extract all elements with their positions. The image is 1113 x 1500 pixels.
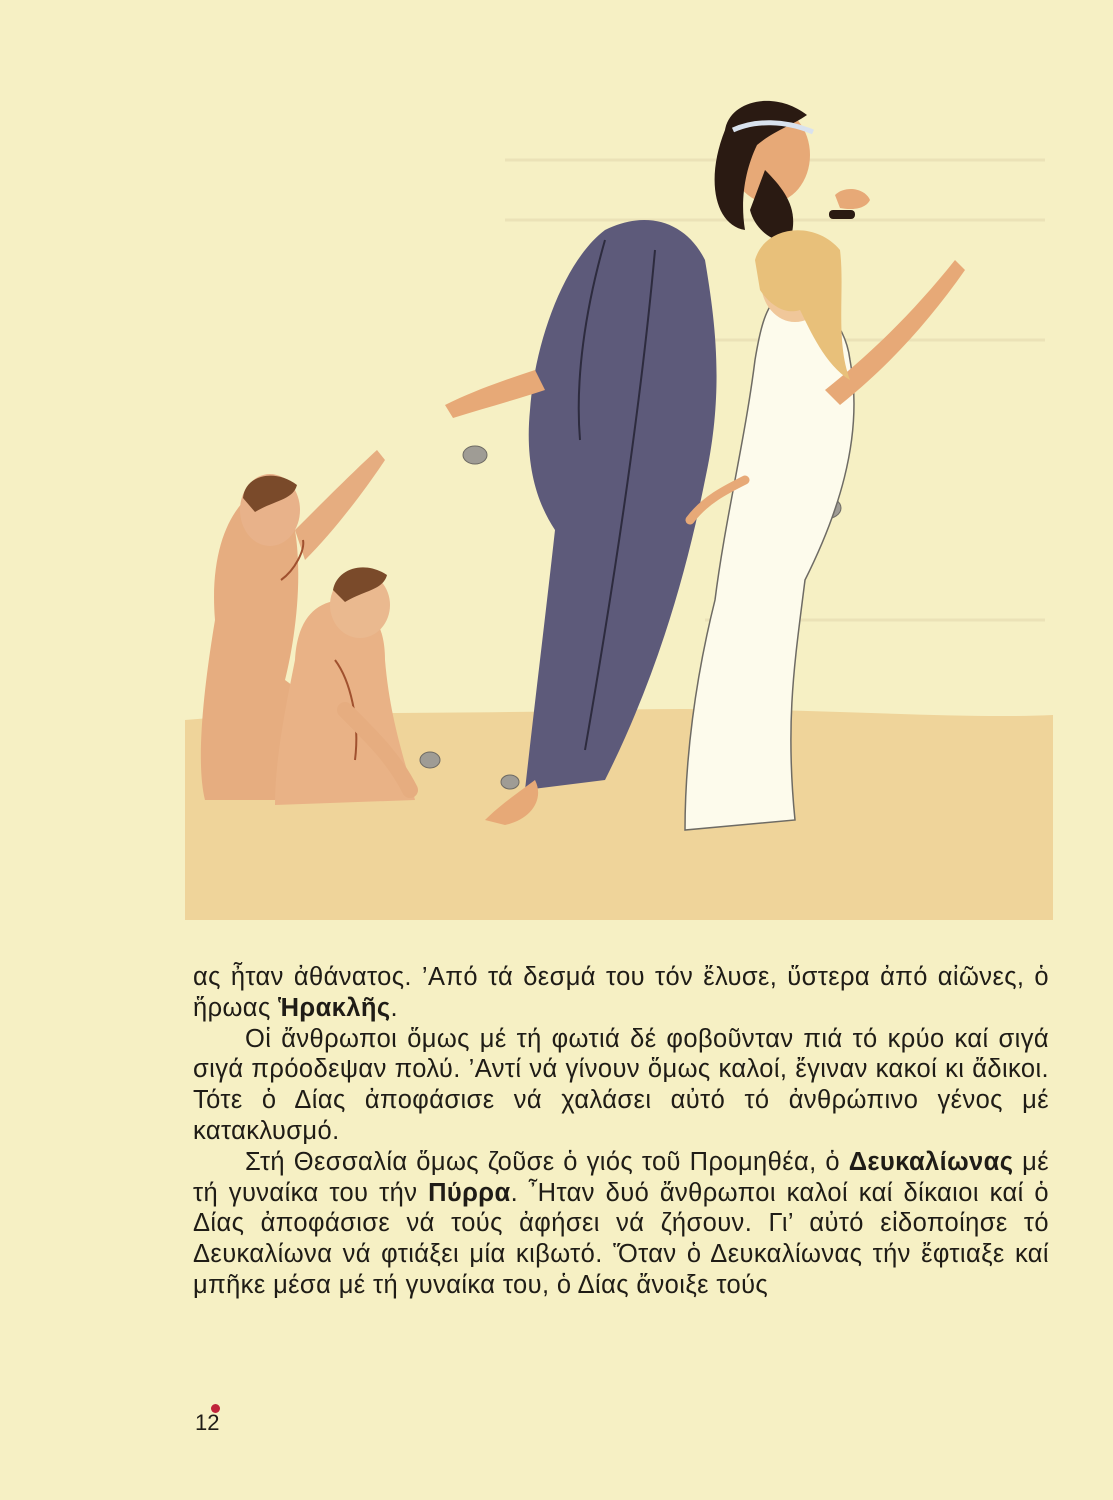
paragraph [193,1147,1049,1301]
text-run: Οἱ ἄνθρωποι ὅμως μέ τή φωτιά δέ φοβοῦνταν πιά τό κρύο καί σιγά σιγά πρόοδεψαν πολύ. ’Αντί νά γίνουν ὅμως καλοί, ἔγιναν κακοί κι ἄδικοι. Τότε ὁ Δίας ἀποφάσισε νά χαλάσει αὐτό τό ἀνθρώπινο γένος μέ κατακλυσμό. [193,1024,1049,1145]
paragraph [193,1024,1049,1147]
bold-name: Δευκαλίωνας [848,1147,1014,1176]
text-run: ας ἦταν ἀθάνατος. ’Από τά δεσμά του τόν ἔλυσε, ὕστερα ἀπό αἰῶνες, ὁ ἥρωας [193,963,1049,1022]
story-text [193,962,1049,1301]
text-run: . ῏Ηταν δυό ἄνθρωποι καλοί καί δίκαιοι καί ὁ Δίας ἀποφάσισε νά τούς ἀφήσει νά ζήσουν. Γι’ αὐτό εἰδοποίησε τό Δευκαλίωνα νά φτιάξει μία κιβωτό. Ὅταν ὁ Δευκαλίωνας τήν ἔφτιαξε καί μπῆκε μέσα μέ τή γυναίκα του, ὁ Δίας ἄνοιξε τούς [193,1178,1049,1299]
paragraph [193,962,1049,1024]
text-run: . [390,993,399,1022]
page-number: 12 [195,1410,220,1435]
deucalion-pyrrha-illustration [185,60,1053,920]
text-run: μέ τή γυναίκα του τήν [193,1147,1049,1207]
bold-name: Ἡρακλῆς [278,993,391,1022]
bold-name: Πύρρα [428,1178,511,1207]
text-run: Στή Θεσσαλία ὅμως ζοῦσε ὁ γιός τοῦ Προμηθέα, ὁ [245,1147,849,1176]
